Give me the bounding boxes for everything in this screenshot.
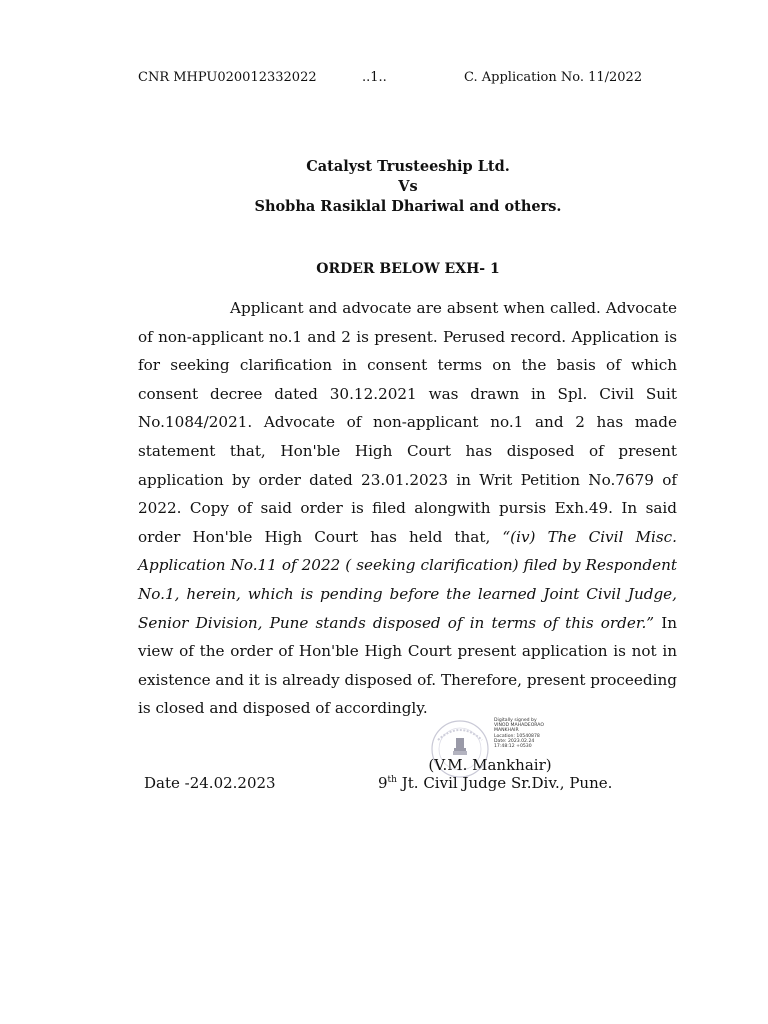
- court-designation: 9th Jt. Civil Judge Sr.Div., Pune.: [378, 774, 613, 792]
- page-header: [138, 70, 643, 90]
- order-title: ORDER BELOW EXH- 1: [316, 261, 500, 277]
- order-body: [138, 294, 677, 723]
- order-body-part2: In view of the order of Hon'ble High Court present application is not in existence and it is already disposed of. Therefore, present proceeding is closed and disposed of accordingly.: [138, 613, 678, 718]
- order-body-part1: Applicant and advocate are absent when called. Advocate of non-applicant no.1 and 2 is present. Perused record. Application is for seeking clarification in consent terms on the basis of which consent decree dated 30.12.2021 was drawn in Spl. Civil Suit No.1084/2021. Advocate of non-applicant no.1 and 2 has made statement that, Hon'ble High Court has disposed of present application by order dated 23.01.2023 in Writ Petition No.7679 of 2022. Copy of said order is filed alongwith pursis Exh.49. In said order Hon'ble High Court has held that,: [138, 299, 677, 546]
- versus-label: Vs: [398, 178, 418, 195]
- cnr-number: CNR MHPU020012332022: [138, 70, 317, 85]
- respondent-name: Shobha Rasiklal Dhariwal and others.: [254, 198, 562, 215]
- order-date: Date -24.02.2023: [144, 774, 276, 792]
- digital-signature: Digitally signed by VINOD MAHADEORAO MANKHAIR Location: 10540878 Date: 2023.02.24 17:48:12 +0530: [494, 718, 544, 750]
- judge-name: (V.M. Mankhair): [428, 756, 552, 774]
- petitioner-name: Catalyst Trusteeship Ltd.: [306, 158, 510, 175]
- page-number: ..1..: [362, 70, 387, 85]
- order-quote: “(iv) The Civil Misc. Application No.11 of 2022 ( seeking clarification) filed by Respondent No.1, herein, which is pending before the learned Joint Civil Judge, Senior Division, Pune stands disposed of in terms of this order.”: [138, 527, 677, 632]
- case-parties: [138, 157, 678, 217]
- application-number: C. Application No. 11/2022: [464, 70, 643, 85]
